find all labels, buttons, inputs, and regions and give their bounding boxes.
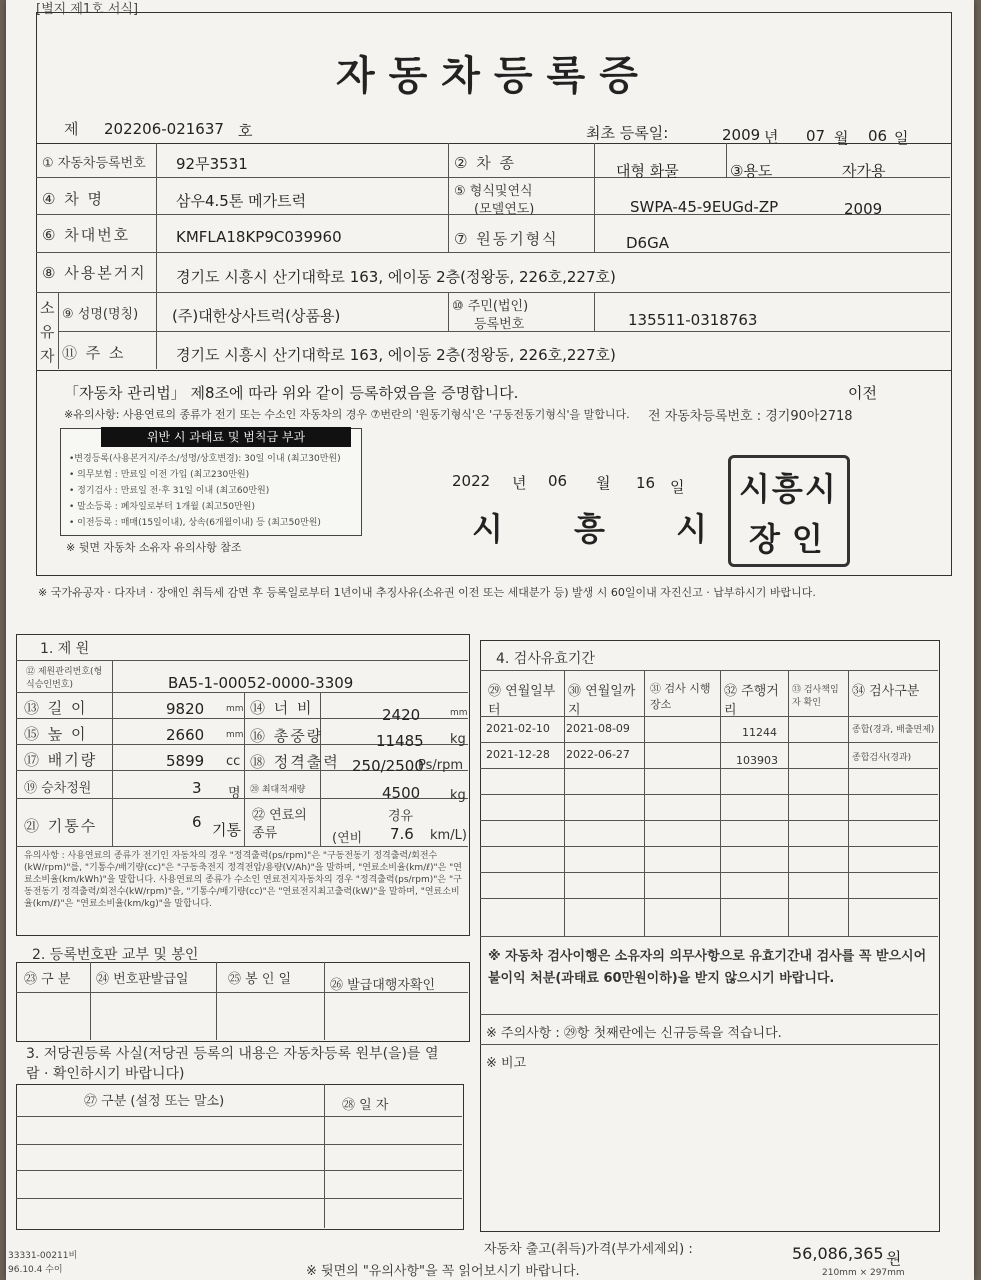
previous-reg-no: 전 자동차등록번호 : 경기90아2718 — [648, 409, 853, 424]
inspect-col: ㉚ 연월일까지 — [568, 684, 636, 718]
official-seal — [728, 455, 850, 567]
penalty-box — [60, 428, 362, 536]
efficiency-value: 7.6 — [390, 825, 414, 843]
power-label: ⑱ 정격출력 — [250, 753, 340, 771]
issue-day-unit: 일 — [670, 478, 685, 496]
penalty-item: •변경등록(사용본거지/주소/성명/상호변경): 30일 이내 (최고30만원) — [69, 454, 341, 464]
model-value: SWPA-45-9EUGd-ZP — [630, 198, 779, 216]
engine-label: ⑦ 원동기형식 — [454, 230, 559, 248]
first-reg-day: 06 — [868, 127, 888, 145]
seal-text: 장인 — [749, 520, 835, 558]
inspect-row-from: 2021-12-28 — [486, 748, 550, 761]
inspect-row-kind: 종합(경과, 배출면제) — [852, 725, 935, 735]
power-unit: Ps/rpm — [418, 758, 464, 773]
fuel-value: 경유 — [388, 809, 414, 824]
use-label: ③용도 — [730, 162, 773, 180]
issue-month-unit: 월 — [596, 474, 611, 492]
penalty-item: • 정기검사 : 만료일 전·후 31일 이내 (최고60만원) — [69, 486, 270, 496]
penalty-item: • 의무보험 : 만료일 이전 가입 (최고230만원) — [69, 470, 250, 480]
model-label-2: (모델연도) — [474, 202, 535, 217]
form-date: 96.10.4 수이 — [8, 1265, 63, 1275]
vin-value: KMFLA18KP9C039960 — [176, 228, 342, 246]
paper-size: 210mm × 297mm — [822, 1268, 905, 1278]
cylinders-unit: 기통 — [212, 821, 241, 839]
height-unit: mm — [226, 730, 244, 740]
car-name-value: 삼우4.5톤 메가트럭 — [176, 192, 307, 210]
plate-col: ㉕ 봉 인 일 — [228, 972, 292, 987]
inspection-warning: ※ 자동차 검사이행은 소유자의 의무사항으로 유효기간내 검사를 꼭 받으시어 불이익 처분(과태료 60만원이하)을 받지 않으시기 바랍니다. — [488, 949, 927, 986]
displacement-unit: cc — [226, 754, 241, 769]
first-reg-year-unit: 년 — [764, 128, 779, 146]
first-reg-label: 최초 등록일: — [586, 124, 669, 142]
model-year-value: 2009 — [844, 200, 883, 218]
fuel-label: ㉒ 연료의 종류 — [252, 808, 307, 841]
inspect-row-km: 11244 — [742, 726, 777, 739]
owner-addr-value: 경기도 시흥시 산기대학로 163, 에이동 2층(정왕동, 226호,227호) — [176, 346, 616, 364]
inspection-caution: ※ 주의사항 : ㉙항 첫째란에는 신규등록을 적습니다. — [486, 1026, 782, 1041]
plate-col: ㉖ 발급대행자확인 — [330, 978, 436, 993]
issue-year: 2022 — [452, 472, 491, 490]
spec-note: 유의사항 : 사용연료의 종류가 전기인 자동차의 경우 "정격출력(ps/rpm)"은 "구동전동기 정격출력/회전수(kW/rpm)"를, "기통수/배기량(cc)"은 "구동축전지 정격전압/용량(V/Ah)"을 말하며, "연료소비율(km/ℓ)"은 "연료소비율(km/kWh)"을 말합니다. 사용연료의 종류가 수소인 연료전지자동차의 경우 "정격출력(ps/rpm)"은 "구동전동기 정격출력/회전수(kW/rpm)"을, "기통수/배기량(cc)"은 "연료전지최고출력(kW)"을 말하며, "연료소비율(km/ℓ)"은 "연료소비율(km/kg)"을 말합니다. — [24, 851, 462, 909]
efficiency-unit: km/L) — [430, 828, 467, 843]
reg-no-value: 92무3531 — [176, 155, 248, 173]
cert-no: 202206-021637 — [104, 120, 224, 138]
length-value: 9820 — [166, 700, 205, 718]
price-label: 자동차 출고(취득)가격(부가세제외) : — [484, 1242, 693, 1257]
payload-label: ⑳ 최대적재량 — [250, 785, 306, 795]
width-label: ⑭ 너 비 — [250, 699, 314, 717]
document-title: 자동차등록증 — [336, 52, 652, 99]
inspection-section-title: 4. 검사유효기간 — [496, 651, 595, 667]
power-value: 250/2500 — [352, 757, 424, 775]
engine-value: D6GA — [626, 234, 669, 252]
cylinders-value: 6 — [192, 813, 202, 831]
inspect-col: ㉞ 검사구분 — [852, 684, 920, 699]
length-label: ⑬ 길 이 — [24, 699, 88, 717]
height-label: ⑮ 높 이 — [24, 725, 88, 743]
plate-col: ㉓ 구 분 — [24, 972, 71, 987]
car-type-value: 대형 화물 — [616, 162, 679, 180]
spec-section-title: 1. 제 원 — [40, 641, 90, 657]
efficiency-label: (연비 — [332, 831, 363, 846]
inspect-row-to: 2021-08-09 — [566, 722, 630, 735]
remarks-label: ※ 비고 — [486, 1056, 527, 1071]
plate-col: ㉔ 번호판발급일 — [96, 972, 189, 987]
inspect-col: ㉜ 주행거리 — [724, 684, 779, 718]
price-unit: 원 — [886, 1249, 902, 1268]
form-code: 33331-00211비 — [8, 1251, 78, 1261]
gross-value: 11485 — [376, 732, 424, 750]
seats-label: ⑲ 승차정원 — [24, 781, 92, 796]
inspect-col: ㉙ 연월일부터 — [488, 684, 556, 718]
merit-notice: ※ 국가유공자 · 다자녀 · 장애인 취득세 감면 후 등록일로부터 1년이내 추징사유(소유권 이전 또는 세대분가 등) 발생 시 60일이내 자진신고 · 납부하시기 바랍니다. — [38, 586, 816, 599]
cylinders-label: ㉑ 기통수 — [24, 817, 98, 835]
cert-no-label: 제 — [64, 120, 81, 138]
previous-label: 이전 — [848, 384, 877, 402]
penalty-item: • 말소등록 : 폐차일로부터 1개월 (최고50만원) — [69, 502, 255, 512]
inspect-row-km: 103903 — [736, 754, 778, 767]
form-tag: [별지 제1호 서식] — [36, 2, 139, 17]
owner-addr-label: ⑪ 주 소 — [62, 344, 126, 362]
base-value: 경기도 시흥시 산기대학로 163, 에이동 2층(정왕동, 226호,227호) — [176, 268, 616, 286]
gross-unit: kg — [450, 732, 466, 747]
price-value: 56,086,365 — [792, 1244, 884, 1263]
back-note: ※ 뒷면의 "유의사항"을 꼭 읽어보시기 바랍니다. — [306, 1264, 580, 1279]
width-unit: mm — [450, 708, 468, 718]
gross-label: ⑯ 총중량 — [250, 727, 324, 745]
seats-value: 3 — [192, 779, 202, 797]
height-value: 2660 — [166, 726, 205, 744]
seal-text: 시흥시 — [739, 470, 838, 508]
displacement-label: ⑰ 배기량 — [24, 751, 98, 769]
owner-id-label-2: 등록번호 — [474, 317, 525, 332]
lien-col: ㉘ 일 자 — [342, 1098, 389, 1113]
issue-day: 16 — [636, 474, 656, 492]
inspect-row-to: 2022-06-27 — [566, 748, 630, 761]
model-label: ⑤ 형식및연식 — [454, 184, 533, 199]
certify-text: 「자동차 관리법」 제8조에 따라 위와 같이 등록하였음을 증명합니다. — [64, 384, 519, 402]
lien-section-title: 3. 저당권등록 사실(저당권 등록의 내용은 자동차등록 원부(을)를 열람 · 확인하시기 바랍니다) — [26, 1046, 439, 1082]
payload-unit: kg — [450, 788, 466, 803]
issue-month: 06 — [548, 472, 568, 490]
registration-certificate — [6, 0, 974, 1280]
inspect-col: ㉝ 검사책임자 확인 — [792, 685, 839, 708]
first-reg-month: 07 — [806, 127, 826, 145]
back-reference: ※ 뒷면 자동차 소유자 유의사항 참조 — [66, 541, 242, 554]
length-unit: mm — [226, 704, 244, 714]
car-name-label: ④ 차 명 — [42, 190, 104, 208]
approval-no-value: BA5-1-00052-0000-3309 — [168, 674, 354, 692]
owner-name-label: ⑨ 성명(명칭) — [62, 307, 139, 322]
penalty-item: • 이전등록 : 매매(15일이내), 상속(6개월이내) 등 (최고50만원) — [69, 518, 321, 528]
approval-no-label: ⑫ 제원관리번호(형식승인번호) — [26, 667, 103, 690]
issue-year-unit: 년 — [512, 474, 527, 492]
inspect-col: ㉛ 검사 시행장소 — [650, 682, 711, 711]
car-type-label: ② 차 종 — [454, 154, 516, 172]
use-value: 자가용 — [842, 162, 886, 180]
payload-value: 4500 — [382, 784, 421, 802]
owner-id-label: ⑩ 주민(법인) — [452, 299, 529, 314]
penalty-head: 위반 시 과태료 및 범칙금 부과 — [101, 427, 351, 447]
lien-col: ㉗ 구분 (설정 또는 말소) — [84, 1094, 225, 1109]
first-reg-year: 2009 — [722, 126, 761, 144]
first-reg-month-unit: 월 — [834, 129, 849, 147]
owner-id-value: 135511-0318763 — [628, 311, 758, 329]
width-value: 2420 — [382, 706, 421, 724]
displacement-value: 5899 — [166, 752, 205, 770]
cert-no-suffix: 호 — [238, 122, 253, 140]
inspect-row-kind: 종합검사(경과) — [852, 753, 912, 763]
plate-section-title: 2. 등록번호판 교부 및 봉인 — [32, 947, 199, 963]
reg-no-label: ① 자동차등록번호 — [42, 156, 146, 171]
owner-group-label: 소유자 — [40, 299, 57, 365]
fuel-note: ※유의사항: 사용연료의 종류가 전기 또는 수소인 자동차의 경우 ⑦번란의 '원동기형식'은 '구동전동기형식'을 말합니다. — [64, 408, 630, 421]
seats-unit: 명 — [228, 786, 241, 801]
issuer: 시 흥 시 — [472, 510, 738, 548]
vin-label: ⑥ 차대번호 — [42, 226, 131, 244]
inspect-row-from: 2021-02-10 — [486, 722, 550, 735]
base-label: ⑧ 사용본거지 — [42, 264, 147, 282]
owner-name-value: (주)대한상사트럭(상품용) — [172, 307, 341, 325]
first-reg-day-unit: 일 — [894, 129, 909, 147]
